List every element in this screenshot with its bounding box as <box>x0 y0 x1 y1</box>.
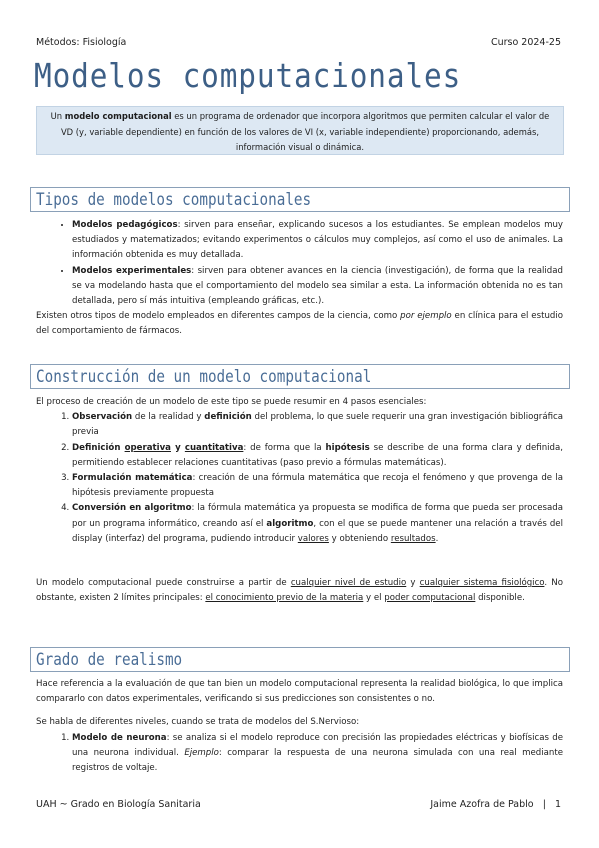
step4-text2: , con el que se puede mantener una relación a través del display (interfaz) del programa, pudiendo introducir <box>72 518 563 544</box>
step1-term: Observación <box>72 412 133 423</box>
step4-algoritmo: algoritmo <box>266 518 314 529</box>
step2-term: Definición <box>72 442 125 453</box>
section-heading-realismo <box>30 647 570 672</box>
section-tipos-body <box>36 218 563 340</box>
list-item <box>72 264 563 310</box>
list-item-term: Modelos pedagógicos <box>72 220 178 230</box>
tipos-closing-em: por ejemplo <box>400 311 452 322</box>
list-item <box>72 501 563 547</box>
page-number: 1 <box>554 799 561 810</box>
step4-term: Conversión en algoritmo <box>72 503 192 514</box>
definition-pre: Un <box>50 111 65 121</box>
limits-paragraph <box>36 576 563 606</box>
step3-text: : creación de una fórmula matemática que recoja el fenómeno y que provenga de la hipótesis previamente propuesta <box>72 473 563 499</box>
limits-nivel: cualquier nivel de estudio <box>290 578 407 588</box>
step2-text2: se describe de una forma clara y definida, permitiendo establecer relaciones cuantitativas (paso previo a fórmulas matemáticas). <box>72 442 563 468</box>
tipos-closing-pre: Existen otros tipos de modelo empleados en diferentes campos de la ciencia, como <box>36 311 401 322</box>
step1-term2: definición <box>204 412 252 423</box>
level1-example: Ejemplo <box>184 747 219 758</box>
footer-right <box>430 799 561 810</box>
step4-end: . <box>435 533 439 544</box>
level1-term: Modelo de neurona <box>72 732 167 743</box>
list-item-text: : sirven para obtener avances en la ciencia (investigación), de forma que la realidad se va modelando hasta que el comportamiento del modelo sea similar a esta. La información obtenida no es tan detallada, pero sí más intuitiva (empleando gráficas, etc.). <box>72 265 563 307</box>
steps-list <box>36 410 563 547</box>
step2-operativa: operativa <box>124 442 171 453</box>
limits-poder: poder computacional <box>384 593 476 604</box>
level1-text: : se analiza si el modelo reproduce con precisión las propiedades eléctricas y biofísicas de una neurona individual. <box>72 732 564 758</box>
list-item <box>72 441 563 471</box>
limits-text2: . No obstante, existen 2 límites principales: <box>36 578 563 604</box>
limits-and2: y el <box>363 593 385 604</box>
page-title: Modelos computacionales <box>34 56 462 95</box>
list-item <box>72 471 563 501</box>
section-heading-realismo-text: Grado de realismo <box>36 650 183 670</box>
footer-separator: | <box>542 799 546 810</box>
step1-text: de la realidad y <box>132 412 205 423</box>
definition-text: es un programa de ordenador que incorpora algoritmos que permiten calcular el valor de VD (y, variable dependiente) en función de los valores de VI (x, variable independiente) proporcionando, además, información visual o dinámica. <box>60 111 550 152</box>
limits-and: y <box>406 578 420 588</box>
list-item <box>72 731 563 777</box>
step4-text: : la fórmula matemática ya propuesta se modifica de forma que pueda ser procesada por un programa informático, creando así el <box>72 503 563 529</box>
limits-conocimiento: el conocimiento previo de la materia <box>205 593 364 604</box>
limits-sistema: cualquier sistema fisiológico <box>419 578 545 588</box>
step4-text3: y obteniendo <box>328 533 391 544</box>
step2-text: : de forma que la <box>243 442 326 453</box>
list-item-term: Modelos experimentales <box>72 265 192 276</box>
section-realismo-body <box>36 677 563 776</box>
levels-list <box>36 731 563 777</box>
realismo-para2: Se habla de diferentes niveles, cuando se trata de modelos del S.Nervioso: <box>36 717 360 728</box>
limits-text: Un modelo computacional puede construirse a partir de <box>36 578 291 588</box>
limits-end: disponible. <box>475 593 525 604</box>
step3-term: Formulación matemática <box>72 473 193 484</box>
step2-hipotesis: hipótesis <box>325 442 370 453</box>
step2-cuantitativa: cuantitativa <box>184 442 244 453</box>
construccion-limits <box>36 576 563 606</box>
step2-and: y <box>170 442 185 453</box>
definition-box <box>36 106 564 155</box>
realismo-para1: Hace referencia a la evaluación de que tan bien un modelo computacional representa la realidad biológica, lo que implica compararlo con datos experimentales, verificando si sus predicciones son consistentes o no. <box>36 679 563 705</box>
tipos-list <box>36 218 563 309</box>
tipos-closing <box>36 309 563 339</box>
construccion-intro: El proceso de creación de un modelo de este tipo se puede resumir en 4 pasos esenciales: <box>36 397 427 407</box>
list-item <box>72 410 563 440</box>
definition-term: modelo computacional <box>64 111 172 121</box>
section-heading-tipos-text: Tipos de modelos computacionales <box>36 190 312 210</box>
step4-valores: valores <box>297 533 329 544</box>
list-item <box>72 218 563 264</box>
step1-text2: del problema, lo que suele requerir una gran investigación bibliográfica previa <box>72 412 563 438</box>
section-heading-construccion <box>30 364 570 389</box>
tipos-closing-post: en clínica para el estudio del comportamiento de fármacos. <box>36 311 563 337</box>
step4-resultados: resultados <box>390 533 436 544</box>
list-item-text: : sirven para enseñar, explicando sucesos a los estudiantes. Se emplean modelos muy estudiados y matematizados; evitando experimentos o cálculos muy complejos, así como el uso de animales. La información obtenida es muy detallada. <box>72 220 563 261</box>
level1-text2: : comparar la respuesta de una neurona simulada con una real mediante registros de voltaje. <box>72 747 563 774</box>
section-construccion-body <box>36 395 563 547</box>
section-heading-tipos <box>30 187 570 212</box>
header-subject: Métodos: Fisiología <box>36 37 127 48</box>
footer-author: Jaime Azofra de Pablo <box>430 799 534 810</box>
footer-left: UAH ~ Grado en Biología Sanitaria <box>36 799 201 810</box>
header-course: Curso 2024-25 <box>490 37 561 48</box>
section-heading-construccion-text: Construcción de un modelo computacional <box>36 367 372 387</box>
